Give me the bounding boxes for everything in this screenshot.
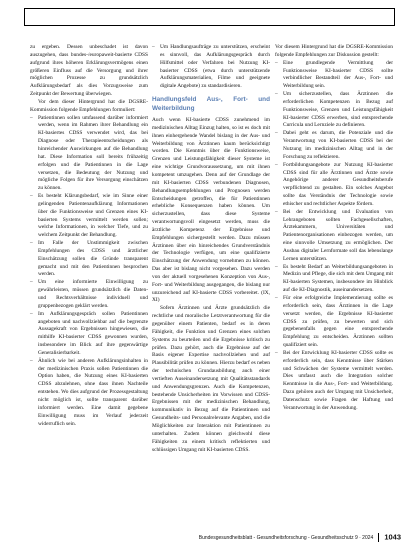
list-item: – Es besteht Klärungsbedarf, wie im Sinne einer gelingenden Patientenaufklärung Informationen über die Funktionsweise und Grenzen eines KI-basierten Systems vermittelt werden sollen; welche Informationen, in welcher Tiefe, und zu welchem Zeitpunkt der Behandlung. [30, 193, 148, 240]
list-item: – Um Handlungsaufträge zu unterstützen, erscheint es sinnvoll, das Aufklärungsgespräch durch Hilfsmittel oder Verfahren bei Nutzung KI-basierter CDSS (etwa durch unterstützende Aufklärungsmaterialien, Filme und geeignete digitale Angebote) zu standardisieren. [152, 44, 270, 91]
page-number: 1043 [384, 532, 401, 542]
list-item: – Für eine erfolgreiche Implementierung sollte es erforderlich sein, dass Ärztinnen in die Lage versetzt werden, die Ergebnisse KI-basierter CDSS zu prüfen, zu bewerten und sich gegebenenfalls gegen eine entsprechende Empfehlung zu entscheiden. Ärztinnen sollten qualifiziert sein. [275, 295, 393, 350]
recommendation-list [30, 115, 148, 429]
list-item: – Patientinnen sollen umfassend darüber informiert werden, wenn im Rahmen ihrer Behandlung ein KI-basiertes CDSS verwendet wird, das bei Diagnose oder Therapieentscheidungen als hinreichender Auswirkungen auf die Behandlung hat. Diese Information soll bereits frühzeitig erfolgen und die Patientinnen in die Lage versetzen, die Bedeutung der Nutzung und mögliche Folgen für ihre Versorgung einschätzen zu können. [30, 115, 148, 193]
list-item: – Bei der Entwicklung KI-basierter CDSS sollte es erforderlich sein, dass Kenntnisse über Stärken und Schwächen der Systeme vermittelt werden. Dies umfasst auch die Integration solcher Kenntnisse in die Aus-, Fort- und Weiterbildung. Dazu gehören auch der Umgang mit Unsicherheit, Datenschutz sowie Fragen der Haftung und Verantwortung in der Anwendung. [275, 350, 393, 413]
paragraph: zu ergeben. Dessen unbeschadet ist davon auszugehen, dass bundes-/europaweit-basierte CDSS aufgrund ihres höheren Erklärungsvermögens einen größeren Einfluss auf die Versorgung und ihrer möglichen Prozesse zu grundsätzlich Aufklärungsbedarf als dies Vorzugsweise zum Zeitpunkt der Bewertung überwiegen. [30, 44, 148, 98]
header-bar [24, 8, 395, 26]
paragraph: Sofern Ärztinnen und Ärzte grundsätzlich die rechtliche und moralische Letztverantwortung für die gegenüber einem Patienten, bedarf es in deren Fähigkeit, die Funktion und Grenzen eines solchen Systems zu beurteilen und die Ergebnisse kritisch zu prüfen. Dazu gehört, auch die Ergebnisse auf der Basis eigener Expertise nachvollziehen und auf Plausibilität prüfen zu können. Hierzu bedarf es neben der technischen Grundausbildung auch einer vertieften Auseinandersetzung mit Qualitätsstandards und Anwendungsgrenzen. Auch die Kompetenzen, bestehende Unsicherheiten im Vorwissen und CDSS-Ergebnissen mit der medizinischen Behandlung, kommunikativ in Bezug auf die Patientinnen und Gesundheits- und Personalrelevante Angaben, und die Möglichkeiten zur Interaktion mit Patientinnen zu unterhalten. Zudem können gleichwohl diese Fähigkeiten zu einem kritisch reflektierten und schlüssigen Umgang mit KI-basierten CDSS. [152, 305, 270, 453]
list-item: – Fortbildungsangebote zur Nutzung KI-basierter CDSS sind für alle Ärztinnen und Ärzte sowie Angehörige anderer Gesundheitsberufe verpflichtend zu gestalten. Ein solches Angebot sollte das Verständnis der Technologie sowie ethischer und rechtlicher Aspekte fördern. [275, 162, 393, 209]
section-heading: Handlungsfeld Aus-, Fort- und Weiterbildung [152, 96, 270, 112]
paragraph: Auch wenn KI-basierte CDSS zunehmend im medizinischen Alltag Einzug halten, so ist es doch mit ihnen einhergehende Wandel bislang in der Aus- und Weiterbildung von Ärztinnen kaum berücksichtigt worden. Die Kenntnis über die Funktionsweise, Grenzen und Leistungsfähigkeit dieser Systeme ist eine wichtige Grundvoraussetzung, um mit ihnen kompetent umzugehen. Denn auf der Grundlage der mit KI-basierten CDSS verbundenen Diagnosen, Behandlungsempfehlungen und Prognosen werden Entscheidungen getroffen, die für Patientinnen erhebliche Konsequenzen haben können. Um sicherzustellen, dass diese Systeme verantwortungsvoll eingesetzt werden, muss die ärztliche Kompetenz der Ergebnisse und Empfehlungen sichergestellt werden. Dazu müssen Ärztinnen über ein hinreichendes Grundverständnis der Technologie verfügen, um eine qualifizierte Einschätzung der Anwendung vornehmen zu können. Das aber ist bislang nicht vorgesehen. Dazu werden von der aktuell vorgesehenen Konzeption von Aus-, Fort- und Weiterbildung ausgegangen, die bislang nur unzureichend auf KI-basierte CDSS vorbereitet. (IX, XI) [152, 117, 270, 304]
paragraph: Vor diesem Hintergrund hat die DGSRE-Kommission folgende Empfehlungen zur Diskussion gestellt: [275, 44, 393, 58]
paragraph: Vor dem dieser Hintergrund hat die DGSRE-Kommission folgende Empfehlungen formuliert: [30, 98, 148, 113]
column-2 [152, 44, 270, 454]
recommendation-list [152, 44, 270, 91]
list-item: – Ähnlich wie bei anderen Aufklärungsinhalten in der medizinischen Praxis sollen Patientinnen die Option haben, die Nutzung eines KI-basierten CDSS abzulehnen, ohne dass ihnen Nachteile entstehen. Wo dies aufgrund der Prozessgestaltung nicht möglich ist, sollte transparent darüber informiert werden. Eine damit gegebene Einwilligung muss im Verlauf jederzeit widerruflich sein. [30, 358, 148, 429]
column-1 [30, 44, 148, 428]
page-footer [199, 533, 401, 542]
list-item: – Um eine informierte Einwilligung zu gewährleisten, müssen grundsätzlich die Daten- und Rechtsverhältnisse individuell und gruppenbezogen geklärt werden. [30, 279, 148, 310]
list-item: – Im Falle der Unstimmigkeit zwischen Empfehlungen des CDSS und ärztlicher Einschätzung sollen die Gründe transparent gemacht und mit den Patientinnen besprochen werden. [30, 240, 148, 279]
list-item: – Es besteht Bedarf an Weiterbildungsangeboten in Medizin und Pflege, die sich mit dem Umgang mit KI-basierten Systemen, insbesondere im Hinblick auf die KI-Diagnostik, auseinandersetzen. [275, 264, 393, 295]
list-item: – Eine grundlegende Vermittlung der Funktionsweise KI-basierter CDSS sollte verbindlicher Bestandteil der Aus-, Fort- und Weiterbildung sein. [275, 60, 393, 91]
column-3 [275, 44, 393, 413]
recommendation-list [275, 60, 393, 413]
list-item: – Im Aufklärungsgespräch sollen Patientinnen angeboten und nachvollziehbar auf die begrenzte Aussagekraft von Ergebnissen hingewiesen, die mithilfe KI-basierter CDSS gewonnen wurden, insbesondere im Blick auf ihre gegenwärtige Generalisierbarkeit. [30, 311, 148, 358]
journal-citation: Bundesgesundheitsblatt - Gesundheitsforschung - Gesundheitsschutz 9 · 2024 [198, 534, 374, 541]
list-item: – Dabei geht es darum, die Potenziale und die Verantwortung von KI-basierten CDSS bei der Nutzung im medizinischen Alltag und in der Forschung zu reflektieren. [275, 130, 393, 161]
footer-divider [378, 533, 379, 542]
list-item: – Um sicherzustellen, dass Ärztinnen die erforderlichen Kompetenzen in Bezug auf Funktionsweise, Grenzen und Leistungsfähigkeit KI-basierter CDSS erwerben, sind entsprechende Curricula und Lernziele zu definieren. [275, 91, 393, 130]
list-item: – Bei der Entwicklung und Evaluation von Lehrangeboten sollten Fachgesellschaften, Ärztekammern, Universitäten und Patientenorganisationen einbezogen werden, um eine sinnvolle Umsetzung zu ermöglichen. Der Ausbau digitaler Lernformate soll das lebenslange Lernen unterstützen. [275, 209, 393, 264]
